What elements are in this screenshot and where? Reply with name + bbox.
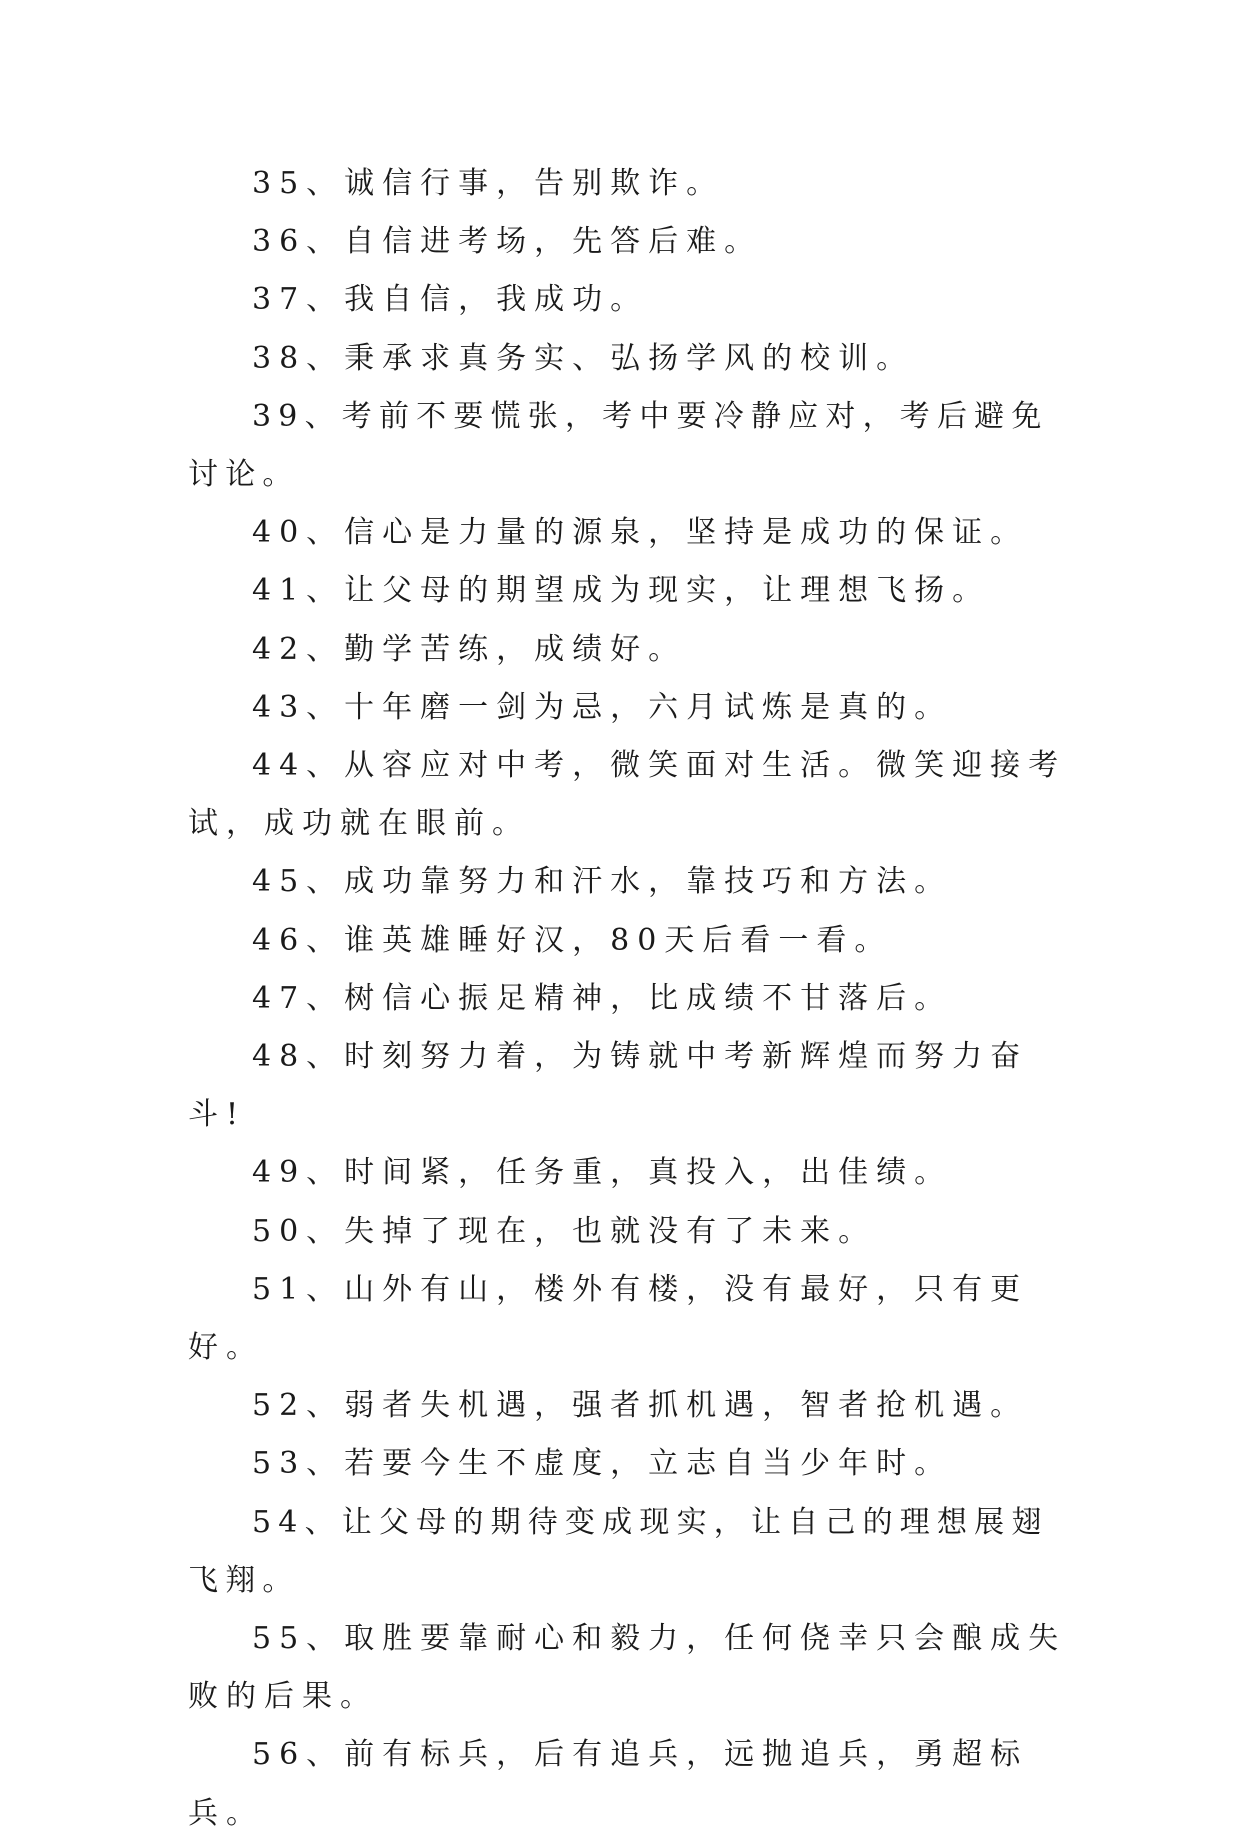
list-item: 44、从容应对中考，微笑面对生活。微笑迎接考试，成功就在眼前。 xyxy=(188,748,1067,842)
list-item: 42、勤学苦练，成绩好。 xyxy=(252,631,687,667)
list-item: 56、前有标兵，后有追兵，远抛追兵，勇超标兵。 xyxy=(188,1737,1029,1831)
list-item: 35、诚信行事，告别欺诈。 xyxy=(252,166,725,201)
list-item: 54、让父母的期待变成现实，让自己的理想展翅飞翔。 xyxy=(188,1504,1049,1598)
list-item: 52、弱者失机遇，强者抓机遇，智者抢机遇。 xyxy=(252,1388,1029,1424)
list-item: 50、失掉了现在，也就没有了未来。 xyxy=(252,1213,877,1249)
slogan-list xyxy=(188,155,1068,1843)
list-item: 38、秉承求真务实、弘扬学风的校训。 xyxy=(252,340,915,376)
list-item: 45、成功靠努力和汗水，靠技巧和方法。 xyxy=(252,864,953,900)
list-item: 53、若要今生不虚度，立志自当少年时。 xyxy=(252,1446,953,1482)
list-item: 37、我自信，我成功。 xyxy=(252,282,649,318)
list-item: 47、树信心振足精神，比成绩不甘落后。 xyxy=(252,980,953,1016)
list-item: 46、谁英雄睡好汉，80天后看一看。 xyxy=(252,922,893,958)
list-item: 39、考前不要慌张，考中要冷静应对，考后避免讨论。 xyxy=(188,398,1049,493)
list-item: 40、信心是力量的源泉，坚持是成功的保证。 xyxy=(252,515,1029,551)
list-item: 36、自信进考场，先答后难。 xyxy=(252,224,763,260)
list-item: 49、时间紧，任务重，真投入，出佳绩。 xyxy=(252,1155,953,1191)
list-item: 51、山外有山，楼外有楼，没有最好，只有更好。 xyxy=(188,1271,1029,1366)
list-item: 41、让父母的期望成为现实，让理想飞扬。 xyxy=(252,573,991,609)
list-item: 43、十年磨一剑为忌，六月试炼是真的。 xyxy=(252,689,953,725)
list-item: 55、取胜要靠耐心和毅力，任何侥幸只会酿成失败的后果。 xyxy=(188,1621,1067,1715)
list-item: 48、时刻努力着，为铸就中考新辉煌而努力奋斗! xyxy=(188,1039,1029,1133)
